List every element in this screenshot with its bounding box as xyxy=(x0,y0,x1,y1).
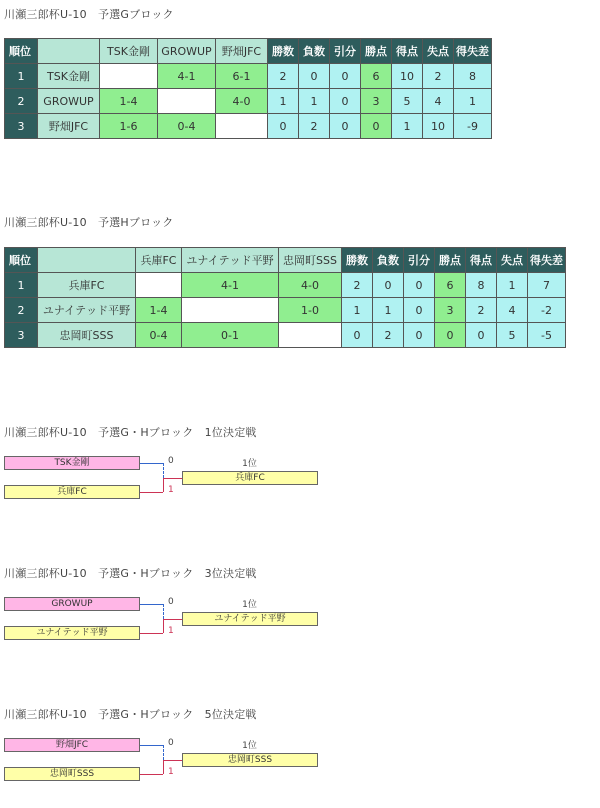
g-block-title: 川瀬三郎杯U-10 予選Gブロック xyxy=(4,8,174,21)
goals-for-cell: 10 xyxy=(392,64,423,89)
team-name-cell: TSK金剛 xyxy=(38,64,100,89)
bracket-team-bottom: ユナイテッド平野 xyxy=(4,626,140,640)
draws-cell: 0 xyxy=(404,298,435,323)
goals-against-cell: 4 xyxy=(497,298,528,323)
draws-cell: 0 xyxy=(404,273,435,298)
h-block-title: 川瀬三郎杯U-10 予選Hブロック xyxy=(4,216,174,229)
goals-against-cell: 1 xyxy=(497,273,528,298)
self-match-cell xyxy=(182,298,279,323)
header-team xyxy=(38,248,136,273)
points-cell: 3 xyxy=(435,298,466,323)
goals-against-cell: 5 xyxy=(497,323,528,348)
points-cell: 3 xyxy=(361,89,392,114)
goal-difference-cell: 7 xyxy=(528,273,566,298)
bracket-score-bottom: 1 xyxy=(168,485,174,495)
result-cell: 0-1 xyxy=(182,323,279,348)
bracket-score-bottom: 1 xyxy=(168,626,174,636)
bracket-line xyxy=(163,604,164,619)
bracket-team-bottom: 兵庫FC xyxy=(4,485,140,499)
losses-cell: 2 xyxy=(299,114,330,139)
draws-cell: 0 xyxy=(404,323,435,348)
wins-cell: 1 xyxy=(268,89,299,114)
result-cell: 4-0 xyxy=(279,273,342,298)
wins-cell: 2 xyxy=(342,273,373,298)
bracket-team-bottom: 忠岡町SSS xyxy=(4,767,140,781)
points-cell: 0 xyxy=(435,323,466,348)
header-draws: 引分 xyxy=(330,39,361,64)
header-opponent: TSK金剛 xyxy=(100,39,158,64)
header-opponent: ユナイテッド平野 xyxy=(182,248,279,273)
third-place-match-title: 川瀬三郎杯U-10 予選G・Hブロック 3位決定戦 xyxy=(4,567,257,580)
header-points: 勝点 xyxy=(361,39,392,64)
team-name-cell: 忠岡町SSS xyxy=(38,323,136,348)
goal-difference-cell: -2 xyxy=(528,298,566,323)
goal-difference-cell: -5 xyxy=(528,323,566,348)
bracket-line xyxy=(163,619,182,620)
bracket-line xyxy=(140,745,163,746)
goals-against-cell: 10 xyxy=(423,114,454,139)
header-goals-for: 得点 xyxy=(466,248,497,273)
rank-cell: 2 xyxy=(5,89,38,114)
rank-cell: 3 xyxy=(5,114,38,139)
losses-cell: 1 xyxy=(373,298,404,323)
bracket-score-top: 0 xyxy=(168,738,174,748)
bracket-score-bottom: 1 xyxy=(168,767,174,777)
rank-cell: 2 xyxy=(5,298,38,323)
bracket-winner: 忠岡町SSS xyxy=(182,753,318,767)
bracket-line xyxy=(140,604,163,605)
fifth-place-bracket xyxy=(4,738,324,788)
table-row xyxy=(5,273,566,298)
team-name-cell: 兵庫FC xyxy=(38,273,136,298)
losses-cell: 2 xyxy=(373,323,404,348)
losses-cell: 0 xyxy=(373,273,404,298)
result-cell: 1-4 xyxy=(100,89,158,114)
losses-cell: 1 xyxy=(299,89,330,114)
bracket-team-top: 野畑JFC xyxy=(4,738,140,752)
header-goal-difference: 得失差 xyxy=(528,248,566,273)
header-goals-against: 失点 xyxy=(497,248,528,273)
points-cell: 0 xyxy=(361,114,392,139)
goal-difference-cell: 1 xyxy=(454,89,492,114)
wins-cell: 0 xyxy=(342,323,373,348)
bracket-line xyxy=(140,463,163,464)
result-cell: 1-4 xyxy=(136,298,182,323)
header-goals-for: 得点 xyxy=(392,39,423,64)
self-match-cell xyxy=(100,64,158,89)
rank-cell: 1 xyxy=(5,273,38,298)
bracket-line xyxy=(163,745,164,760)
header-wins: 勝数 xyxy=(268,39,299,64)
goals-against-cell: 4 xyxy=(423,89,454,114)
goals-for-cell: 8 xyxy=(466,273,497,298)
self-match-cell xyxy=(216,114,268,139)
g-block-standings-table xyxy=(4,38,492,139)
h-block-standings-table xyxy=(4,247,566,348)
header-team xyxy=(38,39,100,64)
team-name-cell: 野畑JFC xyxy=(38,114,100,139)
self-match-cell xyxy=(136,273,182,298)
table-header-row xyxy=(5,39,492,64)
goal-difference-cell: 8 xyxy=(454,64,492,89)
header-points: 勝点 xyxy=(435,248,466,273)
goals-for-cell: 5 xyxy=(392,89,423,114)
header-opponent: 野畑JFC xyxy=(216,39,268,64)
bracket-place-label: 1位 xyxy=(242,600,257,610)
self-match-cell xyxy=(158,89,216,114)
team-name-cell: ユナイテッド平野 xyxy=(38,298,136,323)
wins-cell: 1 xyxy=(342,298,373,323)
rank-cell: 3 xyxy=(5,323,38,348)
bracket-line xyxy=(163,619,164,633)
bracket-line xyxy=(163,463,164,478)
bracket-winner: ユナイテッド平野 xyxy=(182,612,318,626)
bracket-line xyxy=(163,478,182,479)
header-goals-against: 失点 xyxy=(423,39,454,64)
bracket-line xyxy=(140,492,163,493)
bracket-line xyxy=(140,774,163,775)
result-cell: 4-0 xyxy=(216,89,268,114)
bracket-line xyxy=(163,478,164,492)
draws-cell: 0 xyxy=(330,114,361,139)
wins-cell: 0 xyxy=(268,114,299,139)
wins-cell: 2 xyxy=(268,64,299,89)
goal-difference-cell: -9 xyxy=(454,114,492,139)
goals-for-cell: 2 xyxy=(466,298,497,323)
first-place-bracket xyxy=(4,456,324,506)
header-losses: 負数 xyxy=(373,248,404,273)
table-row xyxy=(5,89,492,114)
first-place-match-title: 川瀬三郎杯U-10 予選G・Hブロック 1位決定戦 xyxy=(4,426,257,439)
result-cell: 1-0 xyxy=(279,298,342,323)
goals-for-cell: 0 xyxy=(466,323,497,348)
draws-cell: 0 xyxy=(330,89,361,114)
table-header-row xyxy=(5,248,566,273)
points-cell: 6 xyxy=(361,64,392,89)
team-name-cell: GROWUP xyxy=(38,89,100,114)
header-rank: 順位 xyxy=(5,248,38,273)
bracket-team-top: GROWUP xyxy=(4,597,140,611)
fifth-place-match-title: 川瀬三郎杯U-10 予選G・Hブロック 5位決定戦 xyxy=(4,708,257,721)
bracket-score-top: 0 xyxy=(168,597,174,607)
table-row xyxy=(5,298,566,323)
header-rank: 順位 xyxy=(5,39,38,64)
bracket-winner: 兵庫FC xyxy=(182,471,318,485)
bracket-line xyxy=(163,760,164,774)
header-wins: 勝数 xyxy=(342,248,373,273)
self-match-cell xyxy=(279,323,342,348)
header-opponent: 兵庫FC xyxy=(136,248,182,273)
header-draws: 引分 xyxy=(404,248,435,273)
goals-for-cell: 1 xyxy=(392,114,423,139)
rank-cell: 1 xyxy=(5,64,38,89)
bracket-team-top: TSK金剛 xyxy=(4,456,140,470)
result-cell: 6-1 xyxy=(216,64,268,89)
third-place-bracket xyxy=(4,597,324,647)
table-row xyxy=(5,64,492,89)
bracket-score-top: 0 xyxy=(168,456,174,466)
goals-against-cell: 2 xyxy=(423,64,454,89)
header-opponent: GROWUP xyxy=(158,39,216,64)
draws-cell: 0 xyxy=(330,64,361,89)
bracket-place-label: 1位 xyxy=(242,459,257,469)
bracket-line xyxy=(140,633,163,634)
header-goal-difference: 得失差 xyxy=(454,39,492,64)
result-cell: 0-4 xyxy=(136,323,182,348)
result-cell: 4-1 xyxy=(182,273,279,298)
table-row xyxy=(5,323,566,348)
table-row xyxy=(5,114,492,139)
points-cell: 6 xyxy=(435,273,466,298)
header-opponent: 忠岡町SSS xyxy=(279,248,342,273)
header-losses: 負数 xyxy=(299,39,330,64)
losses-cell: 0 xyxy=(299,64,330,89)
bracket-line xyxy=(163,760,182,761)
result-cell: 1-6 xyxy=(100,114,158,139)
result-cell: 4-1 xyxy=(158,64,216,89)
result-cell: 0-4 xyxy=(158,114,216,139)
bracket-place-label: 1位 xyxy=(242,741,257,751)
